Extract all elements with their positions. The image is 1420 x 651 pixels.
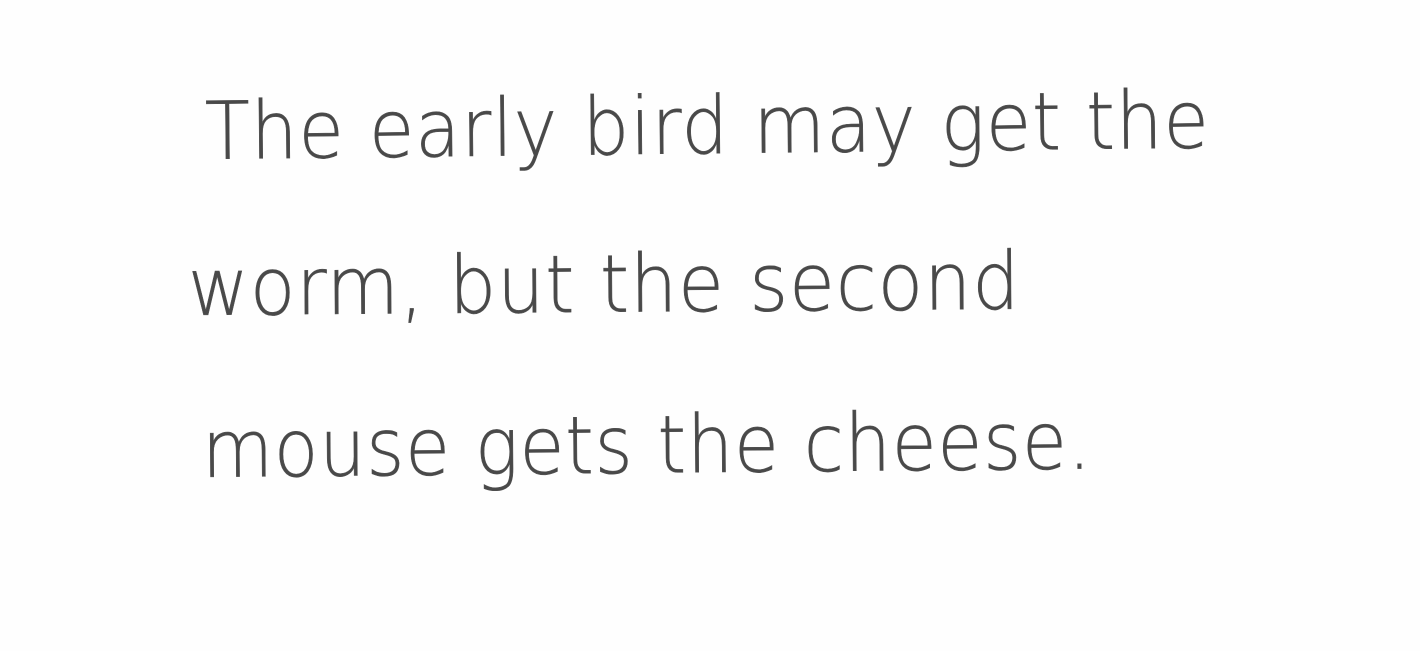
note-line-1: The early bird may get the (204, 73, 1211, 178)
note-line-3: mouse gets the cheese. (201, 394, 1093, 496)
note-line-2: worm, but the second (187, 234, 1021, 334)
